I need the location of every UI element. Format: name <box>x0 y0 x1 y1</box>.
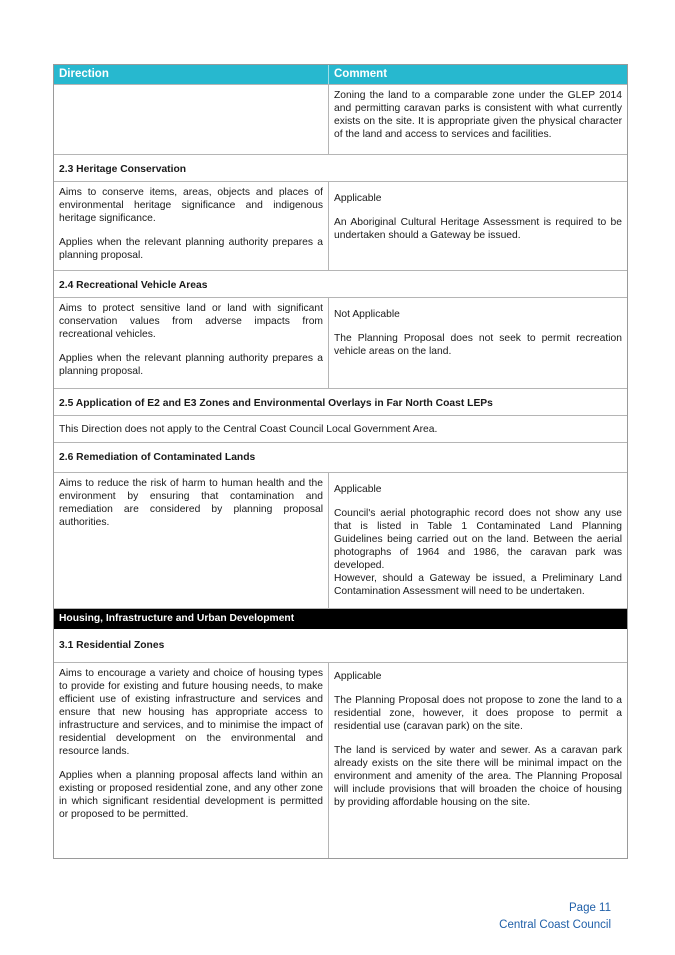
aims-text: Aims to protect sensitive land or land with significant conservation values from adverse impacts from recreational vehicles. <box>59 303 323 340</box>
comment-cell <box>329 182 627 270</box>
category-title: Housing, Infrastructure and Urban Development <box>59 613 295 624</box>
section-2-4-row <box>54 298 627 389</box>
section-2-3-title-row <box>54 155 627 182</box>
direction-cell <box>54 298 329 388</box>
section-2-4-title-row <box>54 271 627 298</box>
category-row <box>54 609 627 629</box>
section-2-5-row <box>54 416 627 443</box>
section-2-6-row <box>54 473 627 609</box>
section-2-6-title-row <box>54 443 627 473</box>
comment-cell <box>329 663 627 858</box>
section-3-1-row <box>54 663 627 858</box>
section-2-3-row <box>54 182 627 271</box>
direction-cell <box>54 473 329 608</box>
aims-text: Aims to encourage a variety and choice of housing types to provide for existing and future housing needs, to make efficient use of existing infrastructure and services and ensure that new housing has appropriate access to infrastructure and services, and to minimise the impact of residential development on the environmental and resource lands. <box>59 668 323 757</box>
direction-cell <box>54 182 329 270</box>
section-title: 2.5 Application of E2 and E3 Zones and Environmental Overlays in Far North Coast LEPs <box>59 398 493 409</box>
applies-text: Applies when the relevant planning authority prepares a planning proposal. <box>59 237 323 261</box>
comment-cell <box>329 298 627 388</box>
organisation-name: Central Coast Council <box>499 919 611 931</box>
direction-cell <box>54 663 329 858</box>
aims-text: Aims to conserve items, areas, objects and places of environmental heritage significance and indigenous heritage significance. <box>59 187 323 224</box>
comment-text: Council's aerial photographic record does not show any use that is listed in Table 1 Contaminated Land Planning Guidelines being carried out on the land. Between the aerial photographs of 1964 and 1986, the caravan park was developed. <box>334 508 622 571</box>
section-title: 3.1 Residential Zones <box>59 640 165 651</box>
section-3-1-title-row <box>54 629 627 663</box>
table-row <box>54 85 627 155</box>
applies-text: Applies when the relevant planning authority prepares a planning proposal. <box>59 353 323 377</box>
header-direction: Direction <box>54 65 329 84</box>
status-text: Not Applicable <box>334 309 400 320</box>
status-text: Applicable <box>334 671 382 682</box>
comment-text: An Aboriginal Cultural Heritage Assessment is required to be undertaken should a Gateway be issued. <box>334 217 622 241</box>
section-title: 2.3 Heritage Conservation <box>59 164 187 175</box>
table-header <box>54 65 627 85</box>
status-text: Applicable <box>334 193 382 204</box>
section-text: This Direction does not apply to the Central Coast Council Local Government Area. <box>59 424 438 435</box>
directions-table <box>53 64 628 859</box>
comment-text: However, should a Gateway be issued, a Preliminary Land Contamination Assessment will need to be undertaken. <box>334 573 622 597</box>
header-comment: Comment <box>334 68 388 80</box>
section-title: 2.4 Recreational Vehicle Areas <box>59 280 208 291</box>
status-text: Applicable <box>334 484 382 495</box>
page-number: Page 11 <box>569 902 611 914</box>
applies-text: Applies when a planning proposal affects land within an existing or proposed residential zone, and any other zone in which significant residential development is permitted or proposed to be permitted. <box>59 770 323 820</box>
comment-cell <box>329 473 627 608</box>
aims-text: Aims to reduce the risk of harm to human health and the environment by ensuring that contamination and remediation are considered by planning proposal authorities. <box>59 478 323 528</box>
section-2-5-title-row <box>54 389 627 416</box>
continued-comment: Zoning the land to a comparable zone under the GLEP 2014 and permitting caravan parks is consistent with what currently exists on the site. It is appropriate given the physical character of the land and access to services and facilities. <box>334 90 622 140</box>
comment-text: The Planning Proposal does not propose to zone the land to a residential zone, however, it does propose to permit a residential use (caravan park) on the site. <box>334 695 622 732</box>
empty-direction-cell <box>54 85 329 154</box>
comment-text: The Planning Proposal does not seek to permit recreation vehicle areas on the land. <box>334 333 622 357</box>
section-title: 2.6 Remediation of Contaminated Lands <box>59 452 256 463</box>
comment-text: The land is serviced by water and sewer. As a caravan park already exists on the site there will be minimal impact on the environment and amenity of the area. The Planning Proposal will include provisions that will broaden the choice of housing by providing affordable housing on the site. <box>334 745 622 808</box>
